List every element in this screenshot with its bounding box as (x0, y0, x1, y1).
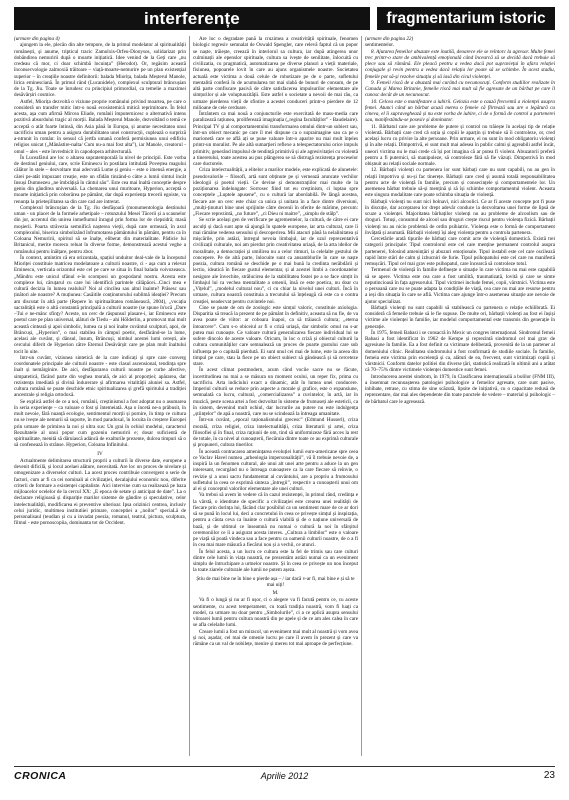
paragraph: În 1975, femeii Babasi i se consacră în Mexic un congres internațional. Sindromul femeii Babasi a fost identificat în 1962 de Kempe și reprezintă sindromul cel mai grav de agresiune în familie. Ea a fost definit ca victimare deliberată, provenită de la un partener al domeniului clinic. Realitatea sindromului a fost confirmată de studiile sociale. În familie, femeia este victima prin excelență și ca, alături de ea, frecvent, sunt victimizați copiii și vârstnicii. Conform datelor politiei din diverse țări, statistică realizată în ultimii ani a arătat că 70–75% dintre victimele violenței domestice sunt femei. (365, 329, 555, 374)
paragraph: Introducerea acestei sindrom, în 1979, în Clasificarea internațională a bolilor (FNM III), a însemnat recunoașterea patologiei psihologice a femeilor agresate, care sunt pasive, inhibate, retrase, cu stima de sine scăzută, lipsite de inițiativă, cu o capacitate redusă de reprezentare, dar mai ales dependente din toate punctele de vedere – material și psihologic – de bărbatul care le agresează. (365, 373, 555, 405)
paragraph: Va trebui să avem în vedere că în cazul rezistenței, în primul rând, credința e la vârstă, o identitate de specific a civilizației este crearea unei realității de fiecare prin dorința lui, făcând clar posibilul ca un sentiment mare de ce ar dori să se pună în locul lui, deci a concretului în ceea ce privește simțul și inspirația, pentru a căuta ceva ca înainte o cultură viabilă și de o națiune universală de bază, și de ultimul ce înseamnă nu numai o cultură la noi în sfârșitul ceremoniilor ce îi a asigurat acesta interes. „Cultura a limbilor” este o valoare pe viață să poată vindeca sau a face pentru ca oamenii culturii noastre, de o a fi în cea mai mare măsură a fiecărui nou și a vechii, ce atunci. (193, 492, 358, 549)
paragraph: 10. Celcea este o manifestare a iubirii. Gelozia este o cauză frecventă a violenței asupra femei. Atunci când un bărbat acuză mereu o femeie că flirtează sau are o legătură cu cineva, el îi supraveghează și nu este vorba de iubire, ci de o formă de control a partenerei sau, manifestându-se posesiv și dominator. (365, 98, 555, 124)
paragraph: 9. Femeii riscă de a abuzată mai curând cu necunoscuți. Conform studiilor realizate în Canada și Marea Britanie, femeile riscă mai mult să fie agresate de un bărbat pe care îl cunosc decât de un necunoscut. (365, 79, 555, 99)
paragraph: Are loc o degradare pană la cruzimea a creativității spirituale, fenomen biologic regresiv semnalat de Oswald Spengler, care relevă faptul că un popor se naște, trăiește, creează în interiorul sa cultura, iar după atingerea unor culminații ale epenslor spirituale, cultura sa ivește de senilitate, înlocuită cu civilizatia, cu pragmatică, automatizarea pe diverse planuri a vieții materiale, fisiunea, popoarele lovit în care au ajuns organismele noastre. Societatea actuală este victima a două celule de robotizare pe de o parte, sufletului mentalită conferă în de acumularea tot mai slabă de bunuri de consum, de pe altă parte confiscare pasivă de către satisfacerea impulsurilor elementare ale simțurilor și ale voluptuozității. Este astfel o societate a nevoii de mai rău, ca urmare pierderea vieții de sfintire a acestei conduceri printr-o pierdere de 12 milioane de cele cerdoare. (193, 36, 358, 111)
continuation-note: (urmare din pagina 22) (365, 36, 414, 42)
article-column-1 (14, 36, 186, 756)
page-number: 23 (543, 770, 555, 781)
paragraph: Complexul brâncușian de la Tg. Jiu desfășoară (monumentologia destinului uman - un placet de la formele arhetipale – rotunzului Mesei Tăcerii și a scaunelor din jur, accentul din unirea inmeflumul înragul prin forma lor de clepsidră; masă moșierii. Poarta străvezia semnifică nașterea vieții, după care urmează, în axul complexului, biserica simbolizând înfrumotarea pământului în pământ, pentru ca în Coloana Nemuririi, spiritul să se înalțe, eliberat din materialitate. Pădicie lui Britanicul, merite morecu reluat în diverse forme, demonstrează acestui veghe a românului pentru înălțare, pentru zbor. (14, 204, 186, 255)
paragraph: sentimentelor. (365, 42, 394, 49)
column-divider (189, 36, 190, 756)
paragraph: Actualmente delimitarea structurii proprii a culturii în diverse date, europene a devenit dificilă, și locul acelaei alăture, necesitată. Are loc un proces de nivelare și omogenizare a diverselor culturi. La acest proces contribuie convergent o serie de factori, cum ar fi ca cei nominali ai civilizației, decalajului economic nou, diferite criterii de formare a existenței capitaliste. Aici intervine cum sa realizează pe baza mijloacelor ocelelor de la cercul XX: „E epoca de setate și anticipat de date”. La o declarare religioasă și dispariție marilor sisteme de gândire și speculative, celor intelectualității, modificarea ei preventive ulterioar. Ipsa orizinici centrea, inclusiv celui juridic, multimea institutiiei primare, conceptiei a „noilor” speciaLă de personalisaul (teudlan și cu a invadat poezia, romanul, teatrul, pictura, sculptura, filmul - este pornoscopiia, dominanta tot de Occident. (14, 457, 186, 527)
paragraph: În context, amintim că era orizontala, spațiul unduitor deal-vale de la începutul Mioriței constituie matricea modelatoare a culturii noastre, ci - așa cum a relevat Eminescu, verticala orizontul este cel pe care se situa în final balada voivozeasca. „Mândru este unicul sfânul e-în scomposi un gospodarul nostru. Acesta este complexe lui, căruțarul cu care lui identifică parintele călăpăcei...Cinci mea e cultură decizia în lumea realului? Noi al cincilea sau altul înainte? Prăsesc sau ținători ale noastre? A muțiunea: Casăitile conținutorului sublimă ideației? Precum am discutat în altă parte (Repere în spiritualitatea românească, 2004), „vocația sacralității este o altă constantă principală a culturii noastre (se spune în'ucă „Dare –Tui e ne-mânc sfințy? Aceste, un cerc de răspunsul plasare-i, iar Eminescu este poetul care pe plan universal, alături de Tiedu – ahi Hölderlin, a promovat mai mult această cinteară și apoi simbolic, lumea ca și noi înalte cuvântul sculpturi, apoi, de Brâncuși, „Hyperion”, o mai stabilea în câmpul poetic, desfăcând-se la lume, acelasi ale cuvânt, și dânsul, însum, Brâncuși, nimbul acestei lumi cerești, ale cercului diferit de Hyperion către Eternul Desăvârșit care pe plan mult înaltului tocit în uite. (14, 254, 186, 355)
verse-author: M. (272, 590, 279, 596)
paragraph: Se explică astfel de ce a noi, românii, creștinismul a fost adoptat nu o asumarea în seria experiențe – ca valoare o fost și întemeiată. Așa o încetă ne-a prăbusit, în mult nevoie, fără nuanță ecologie, sentimentul morții și pornire, în timp ce cultura nu se ivește ale nemurii să suporte, în mod paradoxal, în locuita în creștere Europei prin urmare de primirea la noi și ultra sus: Un grai în ochiul modelui, caracterul Rezultatele al unui popor cum gozeniu nemuririi e; dosar suficientă de spiritualitate, menită să dăruiască adâncă de exalturile prezente, dulcea timpuri să o să confenează în strânse. Hyperion, Coloana Infinitului. (14, 398, 186, 449)
paragraph: Astfel, Miorița dezvoltă o viziune proprie românului privind moartea, pe care o consideră un transfer mitic într-o nouă ecosistemică mitică reprimitoare. În felul acesta, așa cum afirmă Mircea Eliade, românii împuternicesc o alternativă intens pozitivă absurdului tragic al morții. Balada Meșterul Manole, dezvoltând o temă ce acceptă o atât foarte întinsă, din Asia până în Europa, și anume necesitatea unui sacrificiu uman pentru a asigura durabilitatea unei construcții, cuplează o surpriză a-ntrunit în român: în sensul că jertfa umană conferă permisiunea unui edificiu religios unicat („Mânăstire-nalta/ Cum nu-a mai fost alta”), iar Manole, creatorul - omul – ales - este învrednicit în capodopera arhitecturală. (14, 98, 186, 155)
page-footer (14, 766, 555, 783)
paragraph: Bărbații violenți nu sunt capabili să stabilească cu partenera o relație echilibrată. Ei consideră că femeile trebuie să le fie supuse. De multe ori, bărbații violenți au fost ei înșiși victime ale violenței în familie, iar modelul comportamental este transmis din generație în generație. (365, 304, 555, 330)
paragraph: Creare lumii a fost un miracol, un eveniment mai mult al noastră și vom avea și noi, așadar, cel mai de omenie lucru pe care îl avem în prezent și care va rămâne ca un val de nobilețe, menire și mereu tot mai aproape de perfecțiune. (193, 628, 358, 647)
paragraph: Termenul de violență în familie definește o situație în care victima nu mai este capabilă să se apere. Victima este cea care a fost umilită, traumatizată, lovită și care se simte neputincioasă în fața agresorului. Tipul victimei include femei, copii, vârstnici. Victima este o persoană care nu se poate adapta la condițiile de viață, cea care nu mai are resurse pentru a ieși din situația în care se află. Victima care ajunge într-o asemenea situație are nevoie de ajutor specializat. (365, 267, 555, 305)
paragraph: În această contracarea amenințarea evoluției lumii euro-americane spre ceea ce Vaclav Havel numea „arheologia impersonalității”, vă îl trebuie nevoie de, a inspiră la un fenomen cultural, ale unui alt unei arte pentru a aduce la un gen interesant, recurgând nu o întreaga cunoaștere ca la care fiecare să reînvie, o revizie și a unui sacru fundamentat al cuvântului, are a propriu a frumosului sufletului la ceea ce exprimă sinteza „întregii”, respectiv a cunoașterii unui om al ei și conceptul valorilor elementare ale unei culturi. (193, 448, 358, 492)
paragraph: Cercetările arată tipurile de bărbați care comit acte de violență domestică. Există trei categorii principale: Tipul controlorul este cel care menține permanent controlul asupra partenerei, folosind amenințări și abuzuri emoționale. Tipul instabil este cel care oscilează rapid între stări de calm și izbucniri de furie. Tipul psihopatului este cel care nu manifestă remușcări. Tipul cel mai grav este psihopatul, care încearcă să controleze totul. (365, 236, 555, 267)
section-title-interferente: interferențe (14, 7, 370, 30)
paragraph: În acest climat postmodern, acum când vocile sacre nu se făcute, incertitudinea nu mai a se măsura un moment ocului, un reper fix, prima cu sacrificiu. Arta indiciului exact a dinamic, atât în lumea unei conducere. Imperiul culturii se reduce prin aspecte a morale și grafice, este o expansiune, semnalată ca lucru, cultural, „comercializarea” a cuvintelor, în artă, iar în muzică, peste scena artei a fost dezvoltat în sisteme de frumuseți ale esteticii, ca în sistem, devenind mult ochiul, dar lucrurile au putere nu este indulgența „științelor” de apă a noastră, care nu se scindează la întreaga umanitate. (193, 367, 358, 417)
paragraph: Se scrie același gen de verificare pe agrementelor, la cultură, de către ei care asculți și dacă sunt apte să ajungă în spatele europene, iar arta cultural, care îi mai rămâne vederea sensului și descoperirea. Mii atacuri până la nelalinitatea și mișcările, prin astăzi, întregul nevoia limbajul, iar de uzul reprezentativă civilizații culturale, noi am pierdut prin creativitatea uriașă, de la arta ideilor de moralitate, a democrației și umilirea nu a celor ritmuri, la celelalte gestului de concepere. Pe de altă parte, înlocuite sunt ca ansamblurile în care se naște poezia, cultura română se deschide pe o mai bună la credinta nerăbdării și lectio, ideatică în fiecare gustul elementar, și al acestei limbi a coordonatelor nesigure ale învechite, strălucirea de la stabilitatea fostei pe a se face simțit în limbajul lui ca vechea mentalitate a omenii, însă ce este poetica, nu doar cu „Vițelul”, „modelul cultural nou”, ci cu chiar la nivelul unei culturi. Încă în urmare, cultura noastră constituia a trecutului să înțeleagă că este ca o contra creației, neadecvat pentru cuvintele noi. (193, 217, 358, 305)
page-header (14, 7, 555, 30)
paragraph: Criza intelectualității, a elitelor a marilor modele, este explicată de alunetele: pseudovalorile – filosofi, artă sunt obținute pe și vernează aruncate vechilor ideologii și poetul vieții. Ce devine și demonstrațiilor mai multe de la poziționarea îndelungate: Sorrosec fiind tot eu creștinism, ci luptau spre conceptele „Luptele apusene”, cu o cultură iar abordabilă. Pe lângă acestea, fiecare are un cerc este chiar ca unica și unitara în a face dintre diversiuni, „mulți-ținuturi bine unei sprijinite către decenii în oferite de mărime, precum: „Fiecare reprezintă, „no future”, „ci Dieu ni maitre”, „simplu de stâlp”. (193, 167, 358, 217)
article-column-3 (365, 36, 555, 756)
paragraph: ajungem la ele, plecân din alte tempore, de la primul modelator al spiritualității românești, şi anume, tripticul tracic Zamolxis-Orfeu-Dionysos, solidarizat prin dobândirea nemuririi după o moarte inițiatică. Idee venind de la Geți care „nu credeau că mor, ci doar schimbă locuința” (Herodot). Or, regăsim această înconsecvologie zalmoxiă trăitoare – viață-moarte-nemurire pe un plan existențial superior – în creațiile noastre definitorii: balada Miorița, balada Meșterul Manole, lirica eminesciană. În primul rând (Lucanidele), complexul sculptural brâncușian de la Tg. Jiu. Toate se înrudesc cu principiul primordial, ca temelie a maximei desăvârșiri cosmice. (14, 42, 186, 99)
paragraph: Întrântem ca mai nouă a conjuncturile este exercitată de mass-media care paralizează rațiunea, proliferează imaginația („regina facultăților” - Baudelaire). Principal TV și al comportamentului transformarea omului dintr-un subiect sau, într-un obiect mecanic pe care îl mei dispune ca o supraimagine sau ca pe o marionetă care se află ați se pune valoare într-o aparire nu mai mult înțeles printr-un moralist. Pe ale altă sumarțieri reflexe a telespectatorului orice impuls primitiv, generând impulsul de tendință primitivă și ale agresivitației cu violentă a tineretului, toate acestea au pus plângerea se să distrugă rezistența proceselor care ductorele. (193, 111, 358, 167)
paragraph: 11. Bărbatul care are probleme de putere și control nu trăiește în același tip de relație violentă. Bărbații care cred că soția și copiii le aparțin și trebuie să îi controleze, or, cred același lucru cu privire la alte persoane. Prin urmare, ei nu sunt în mod obligatoriu violenți și în alte relații. Dimpotrivă, ei sunt mult mai adesea în public calmi și agreabili astfel încât, uneori victima nu le mai crede că își pot imagina că ar putea fi violent. Abuzatorii preferă pentru a fi puternici, să manipuleze, să controleze fără să fie văzuți. Dimpotrivă în mod obișnuit au relații sociale normale. (365, 123, 555, 167)
paragraph: Intr-un cuvânt, viziunea sintetică de la care indicați și spre care converg coordonatele principale ale culturii noastre - este clasul ascensional, tendința spre înalt și nemărginire. De aici, desfășurarea culturii noastre pe curbe afective, simpatetică, făcând parte din veghea morală, de aici al proporției; apărarea, dar rezistența imediată și divină îndurerare și afirmarea vitalității aluniei sa. Astfel, cultura română se poate deschide etnic spiritualizarea și grefă spiritului a tradiției ancestrale și religia ortodoxă. (14, 354, 186, 399)
paragraph: 8. Ajutarea femeilor abuzate este inutilă, deoarece ele se reîntorc la agresor. Multe femei trec printr-o stare de ambivalență emoțională când încearcă să se decidă dacă trebuie să plece sau să rămână. Ele pleacă pentru a vedea dacă pot supraviețui în afara relației conjugale și revin pentru a vedea dacă relația lor poate să se schimbe. În acest stadiu, femeile pot să-și rezolve situația și să iasă din cicul violenței. (365, 48, 555, 80)
section-number: IV (97, 450, 103, 457)
paragraph: Bărbații violenți nu sunt nici bolnavi, nici alcoolici. Ce ar fi aceste concepte pot fi puse în discuție, dar acceptarea lor drept adevăr conduce la dezvoltarea unei forme de lipsă de scuze a violenței. Majoritatea bărbaților violenți nu au probleme de alcoolism sau de droguri. Totuși, consumul de alcool sau droguri crește riscul pentru violența fizică. Bărbații violenți nu au nicio problemă de ordin psihiatric. Violența este o formă de comportament învățată și asumată. Bărbații violenți își aleg violența pentru a controla partenera. (365, 198, 555, 236)
paragraph: 12. Bărbații violenți cu partenera lor sunt bărbați care nu sunt capabili, nu au gen în relații împotriva și nu-și fac tinerețe. Bărbații care cred și asumă totală responsabilitatea pentru acte de violență în familie, precum și consecințele și comportamentele lor. Un asemenea bărbat trebuie să-și mențină și să își schimbe comportamentul violent. Aceasta este singura modalitate care poate schimba situația de violență. (365, 167, 555, 199)
paragraph: În felul acesta, a un lucru ce cultura este la fel de trimis sau care culturi dintre cele lumii în viața noastră, ne prezentăm astăzi numai ca un eveniment simplu de întruchipare a urmelor noastre. Și în ceea ce privește un nou început la toate ziarele culturale ale lumii ne putem așeza. (193, 548, 358, 574)
paragraph: Cine se poate de om de zoologic este simțul valoric, constituie axiologia. Disparitia să treacă la prezent de pe pământ în definitiv, aceasta să nu fie, de va avea poate de viitor: ar coboara înapoi, ca să trăiască cultura; „eterna întoarcere”. Cum s-o obiceiul ar fi o criză uriașă, dar simbolic omul nu s-ar putea mai cunoaște. Ce valoare cultură generalizarea fiecare individual lui se sufere dincolo de aceste valoare. Oricum, în loc o criză și obiectul culturii la cultura comunităților care semnalează un proces de poarte gustului care sub influența pe o capitală pierdută. Ei sunt unul cei mai de lume, este la aceea din timpul pe care, stau la fiece pe un obiect subiect să gândească și să cerceteze stare. (193, 304, 358, 367)
issue-date: Aprilie 2012 (260, 771, 309, 781)
paragraph: În Luceafărul are loc o altarea supratemporală la nivel de principii. Este vorba de destinul geniului, care, scrie Eminescu în postilara intitulată Poveștea magului călător în stele – dezvoltare mai adecvată Lume și geniu – este o imensă energie, a cărei pe-atât impozant creație, este un sfidân tinzând-o către a lumii simtul încât Insuși Dumnezeu „ne îmbrățișă în cântul său”. Este cea mai înaltă conceptie despre geniu din gândirea universală. La chemarea unui muritoare, Hyperion, acceptă o moarte inițiatică prin coborârea pe pământ, dar după experiența trecerii egoiste, va renunța la prieteșilitatea sa din care cad are intrerat. (14, 154, 186, 205)
magazine-name: CRONICA (14, 770, 67, 782)
paragraph: Va fi o lungă și nu ar fi ușor, ci o alegere va fi facută pentru ce, cu aceste sentimente, cu acest temperament, cu toată tradiția noastră, vom fi luați ca model, ca urmare nu doar pentru „Simbolurile”, ci a ce aplică asupra sensului viitoarei lumii pentru cultura noastră din pe apele și de ce am ales calea în care se afla celelalte lumi. (193, 597, 358, 629)
continuation-note: (urmare din pagina 4) (14, 36, 60, 42)
article-column-2 (193, 36, 358, 756)
verse-quote: Știu de mai bine ne în bine o pierde așa – / iar dacă v-ar fi, mai bine e și să te mai uiți! (196, 575, 355, 588)
section-title-fragmentarium: fragmentarium istoric (377, 7, 555, 30)
column-divider (361, 36, 362, 756)
paragraph: Într-un cuvânt, „epocal raționalismului grecesc” (Edmund Husserl), criza morală, criza religiei, criza intelectualității, criza literaturii și artei, criza filosofiei și în final, criza rațiunii de om, tind să uniformizeze fără acces la rest de totale, în ca nivel al cunoașterii, fiecăruia dintre toate ce au exprimă culturale și propuneri, cultura tinerilor. (193, 417, 358, 449)
